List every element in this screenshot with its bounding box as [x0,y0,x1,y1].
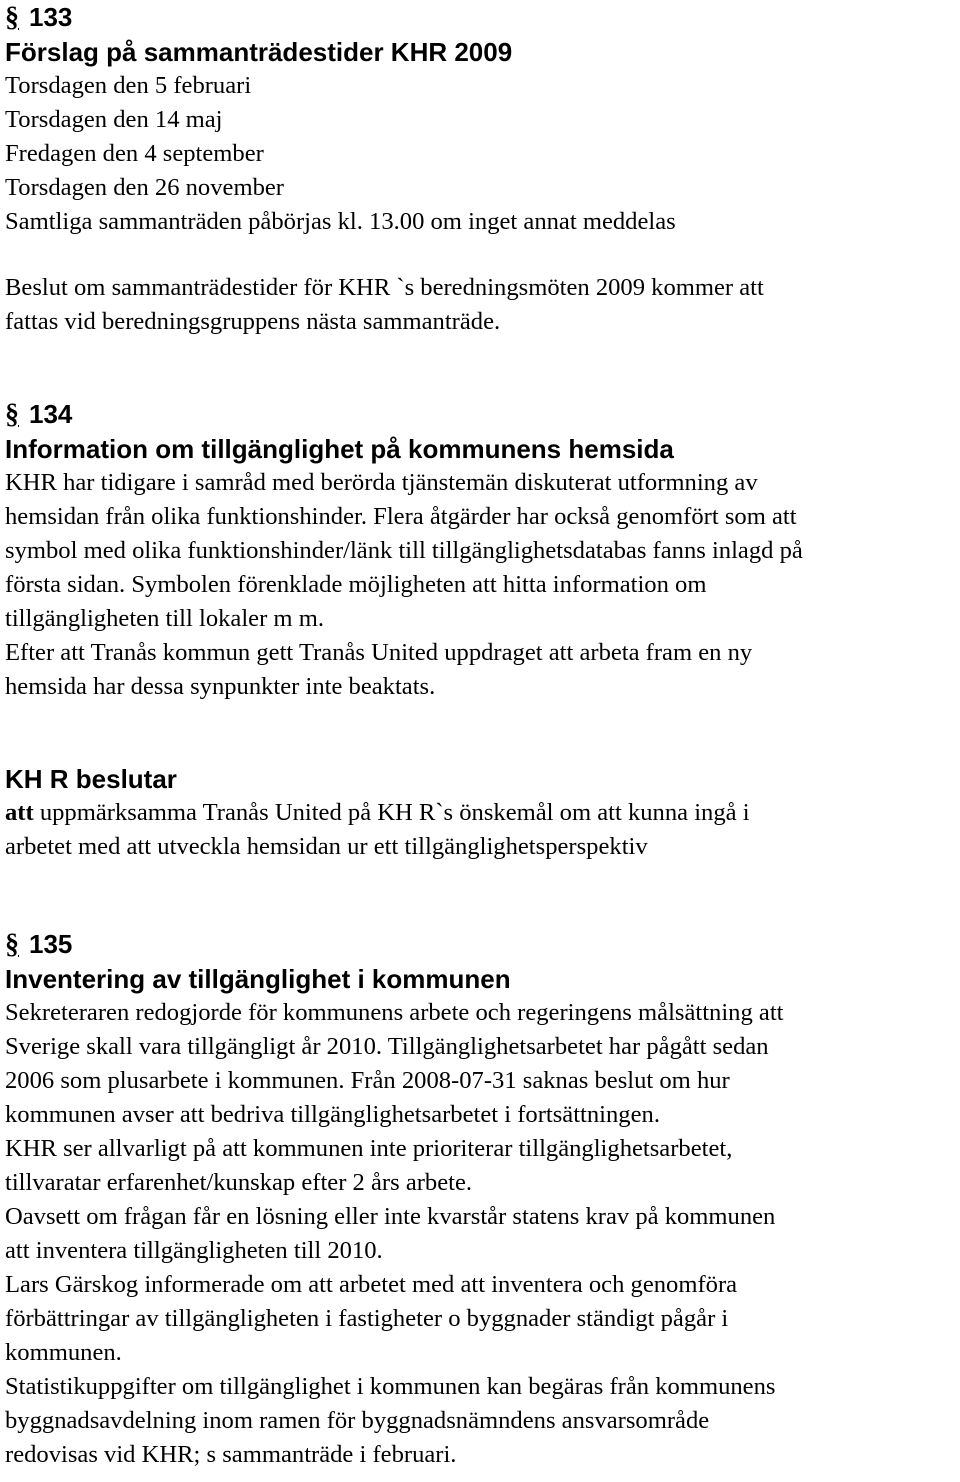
section-number-text: 135 [29,929,73,959]
text-line: Efter att Tranås kommun gett Tranås United uppdraget att arbeta fram en ny [5,639,753,666]
paragraph-symbol: § [5,2,19,33]
text-line: symbol med olika funktionshinder/länk till tillgänglighetsdatabas fanns inlagd på [5,537,803,564]
section-number-text: 133 [29,2,73,32]
spacer [5,704,955,762]
text-line: hemsidan från olika funktionshinder. Flera åtgärder har också genomfört som att [5,503,797,530]
spacer [5,339,955,397]
section-135 [5,927,955,1472]
section-title: Inventering av tillgänglighet i kommunen [5,964,511,994]
section-133 [5,0,955,339]
text-line: Statistikuppgifter om tillgänglighet i kommunen kan begäras från kommunens [5,1373,776,1400]
text-line: byggnadsavdelning inom ramen för byggnadsnämndens ansvarsområde [5,1407,710,1434]
section-number [5,0,955,35]
decision-text: uppmärksamma Tranås United på KH R`s önskemål om att kunna ingå i [33,799,750,826]
text-line: kommunen avser att bedriva tillgänglighetsarbetet i fortsättningen. [5,1101,660,1128]
text-line: Torsdagen den 5 februari [5,72,252,99]
text-line: tillvaratar erfarenhet/kunskap efter 2 års arbete. [5,1169,473,1196]
text-line: Oavsett om frågan får en lösning eller inte kvarstår statens krav på kommunen [5,1203,776,1230]
text-line: kommunen. [5,1339,122,1366]
text-line: fattas vid beredningsgruppens nästa sammanträde. [5,308,501,335]
decision-heading: KH R beslutar [5,764,177,794]
decision-lead: att [5,799,34,826]
text-line: första sidan. Symbolen förenklade möjligheten att hitta information om [5,571,707,598]
spacer [5,864,955,927]
section-number [5,397,955,432]
text-line: KHR ser allvarligt på att kommunen inte prioriterar tillgänglighetsarbetet, [5,1135,733,1162]
decision-line [5,796,955,830]
text-line: Lars Gärskog informerade om att arbetet med att inventera och genomföra [5,1271,738,1298]
text-line: tillgängligheten till lokaler m m. [5,605,324,632]
spacer [5,239,955,271]
decision-line: arbetet med att utveckla hemsidan ur ett tillgänglighetsperspektiv [5,833,648,860]
paragraph-symbol: § [5,929,19,960]
document-page [5,0,955,1472]
text-line: förbättringar av tillgängligheten i fastigheter o byggnader ständigt pågår i [5,1305,729,1332]
section-number-text: 134 [29,399,73,429]
section-number [5,927,955,962]
section-134 [5,397,955,864]
text-line: Fredagen den 4 september [5,140,264,167]
text-line: att inventera tillgängligheten till 2010. [5,1237,383,1264]
text-line: Beslut om sammanträdestider för KHR `s beredningsmöten 2009 kommer att [5,274,764,301]
text-line: redovisas vid KHR; s sammanträde i februari. [5,1441,457,1468]
paragraph-symbol: § [5,399,19,430]
text-line: hemsida har dessa synpunkter inte beaktats. [5,673,436,700]
text-line: Sverige skall vara tillgängligt år 2010. Tillgänglighetsarbetet har pågått sedan [5,1033,769,1060]
section-title: Förslag på sammanträdestider KHR 2009 [5,37,513,67]
text-line: Sekreteraren redogjorde för kommunens arbete och regeringens målsättning att [5,999,784,1026]
text-line: Torsdagen den 26 november [5,174,284,201]
text-line: KHR har tidigare i samråd med berörda tjänstemän diskuterat utformning av [5,469,758,496]
section-title: Information om tillgänglighet på kommunens hemsida [5,434,674,464]
text-line: Torsdagen den 14 maj [5,106,223,133]
text-line: 2006 som plusarbete i kommunen. Från 2008-07-31 saknas beslut om hur [5,1067,730,1094]
text-line: Samtliga sammanträden påbörjas kl. 13.00 om inget annat meddelas [5,208,676,235]
